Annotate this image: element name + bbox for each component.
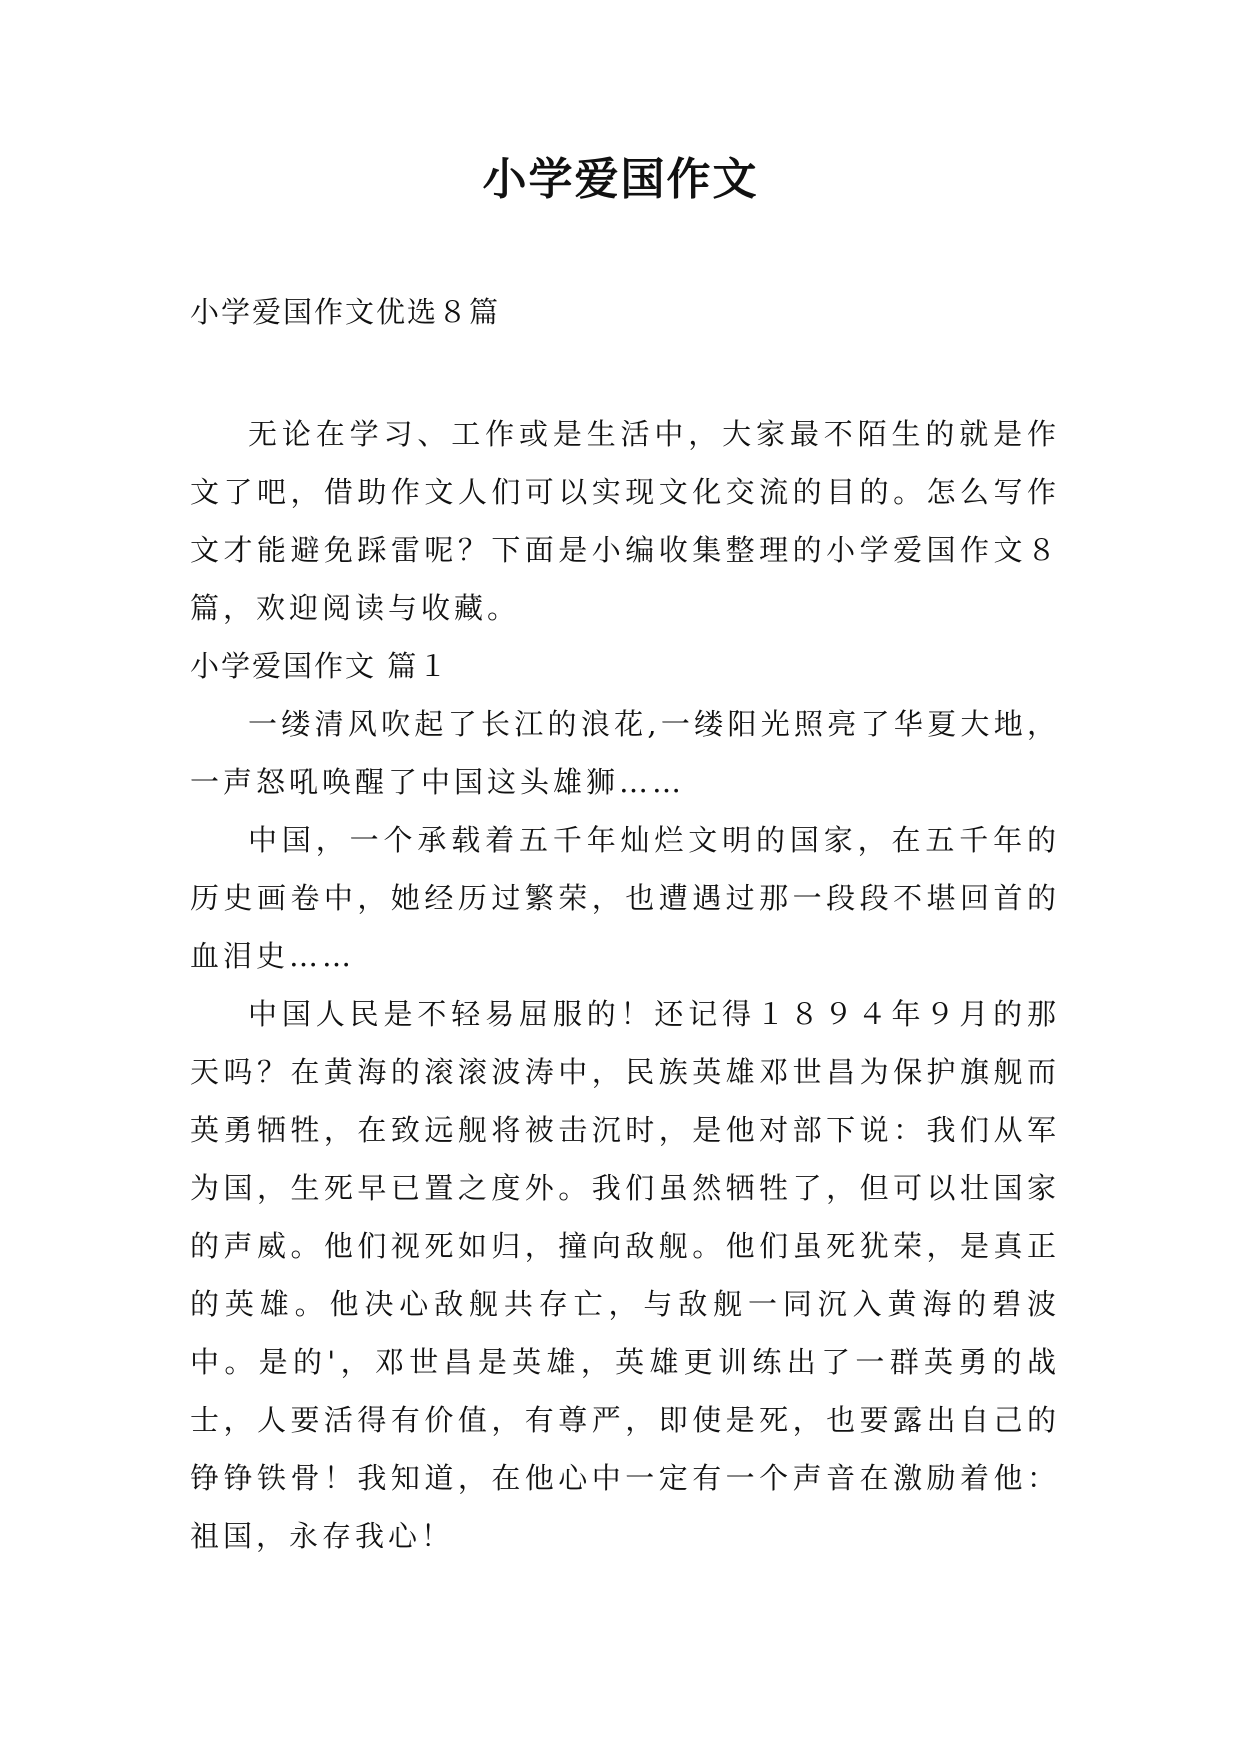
document-title: 小学爱国作文 [482, 154, 759, 205]
body-paragraph-2: 中国，一个承载着五千年灿烂文明的国家，在五千年的历史画卷中，她经历过繁荣，也遭遇过那一段段不堪回首的血泪史…… [190, 823, 1060, 973]
document-body [190, 405, 1060, 1565]
intro-paragraph: 无论在学习、工作或是生活中，大家最不陌生的就是作文了吧，借助作文人们可以实现文化交流的目的。怎么写作文才能避免踩雷呢？下面是小编收集整理的小学爱国作文８篇，欢迎阅读与收藏。 [190, 417, 1060, 625]
document-subtitle: 小学爱国作文优选８篇 [190, 295, 501, 329]
body-paragraph-3: 中国人民是不轻易屈服的！还记得１８９４年９月的那天吗？在黄海的滚滚波涛中，民族英雄邓世昌为保护旗舰而英勇牺牲，在致远舰将被击沉时，是他对部下说：我们从军为国，生死早已置之度外。我们虽然牺牲了，但可以壮国家的声威。他们视死如归，撞向敌舰。他们虽死犹荣，是真正的英雄。他决心敌舰共存亡，与敌舰一同沉入黄海的碧波中。是的'，邓世昌是英雄，英雄更训练出了一群英勇的战士，人要活得有价值，有尊严，即使是死，也要露出自己的铮铮铁骨！我知道，在他心中一定有一个声音在激励着他：祖国，永存我心！ [190, 997, 1060, 1553]
body-paragraph-1: 一缕清风吹起了长江的浪花,一缕阳光照亮了华夏大地，一声怒吼唤醒了中国这头雄狮…… [190, 707, 1060, 799]
section-heading: 小学爱国作文 篇１ [190, 649, 450, 683]
